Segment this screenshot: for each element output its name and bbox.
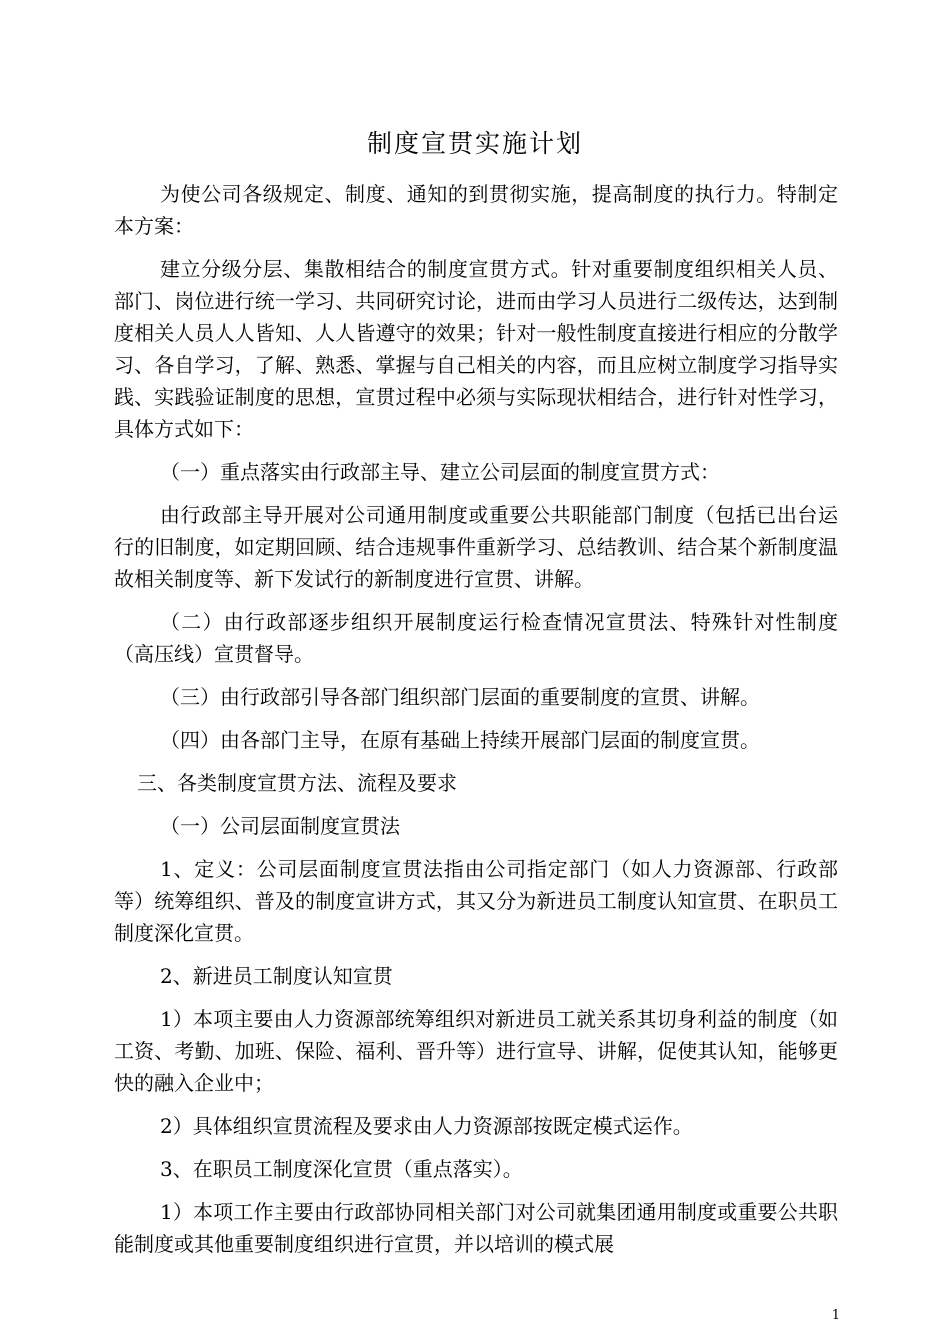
paragraph-item-1: （一）重点落实由行政部主导、建立公司层面的制度宣贯方式： [160, 460, 720, 484]
paragraph-intro: 为使公司各级规定、制度、通知的到贯彻实施，提高制度的执行力。特制定本方案： [114, 182, 838, 238]
paragraph-new-staff-2: 2）具体组织宣贯流程及要求由人力资源部按既定模式运作。 [160, 1114, 693, 1138]
subheading-current-staff: 3、在职员工制度深化宣贯（重点落实）。 [160, 1157, 523, 1181]
subheading-new-staff: 2、新进员工制度认知宣贯 [160, 964, 393, 988]
subsection-heading-1: （一）公司层面制度宣贯法 [160, 814, 400, 838]
paragraph-item-3: （三）由行政部引导各部门组织部门层面的重要制度的宣贯、讲解。 [160, 685, 760, 709]
section-heading-3: 三、各类制度宣贯方法、流程及要求 [137, 771, 457, 795]
paragraph-item-4: （四）由各部门主导，在原有基础上持续开展部门层面的制度宣贯。 [160, 728, 760, 752]
page-number: 1 [831, 1308, 840, 1323]
document-title: 制度宣贯实施计划 [366, 129, 583, 158]
document-body [114, 178, 838, 1271]
paragraph-item-1-detail: 由行政部主导开展对公司通用制度或重要公共职能部门制度（包括已出台运行的旧制度，如定期回顾、结合违规事件重新学习、总结教训、结合某个新制度温故相关制度等、新下发试行的新制度进行宣贯、讲解。 [114, 503, 838, 591]
paragraph-new-staff-1: 1）本项主要由人力资源部统筹组织对新进员工就关系其切身利益的制度（如工资、考勤、加班、保险、福利、晋升等）进行宣导、讲解，促使其认知，能够更快的融入企业中； [114, 1007, 838, 1095]
paragraph-definition: 1、定义：公司层面制度宣贯法指由公司指定部门（如人力资源部、行政部等）统筹组织、普及的制度宣讲方式，其又分为新进员工制度认知宣贯、在职员工制度深化宣贯。 [114, 857, 838, 945]
paragraph-item-2: （二）由行政部逐步组织开展制度运行检查情况宣贯法、特殊针对性制度（高压线）宣贯督导。 [114, 610, 838, 666]
paragraph-method: 建立分级分层、集散相结合的制度宣贯方式。针对重要制度组织相关人员、部门、岗位进行统一学习、共同研究讨论，进而由学习人员进行二级传达，达到制度相关人员人人皆知、人人皆遵守的效果；针对一般性制度直接进行相应的分散学习、各自学习，了解、熟悉、掌握与自己相关的内容，而且应树立制度学习指导实践、实践验证制度的思想，宣贯过程中必须与实际现状相结合，进行针对性学习，具体方式如下： [114, 257, 838, 441]
paragraph-current-staff-1: 1）本项工作主要由行政部协同相关部门对公司就集团通用制度或重要公共职能制度或其他重要制度组织进行宣贯，并以培训的模式展 [114, 1200, 838, 1256]
